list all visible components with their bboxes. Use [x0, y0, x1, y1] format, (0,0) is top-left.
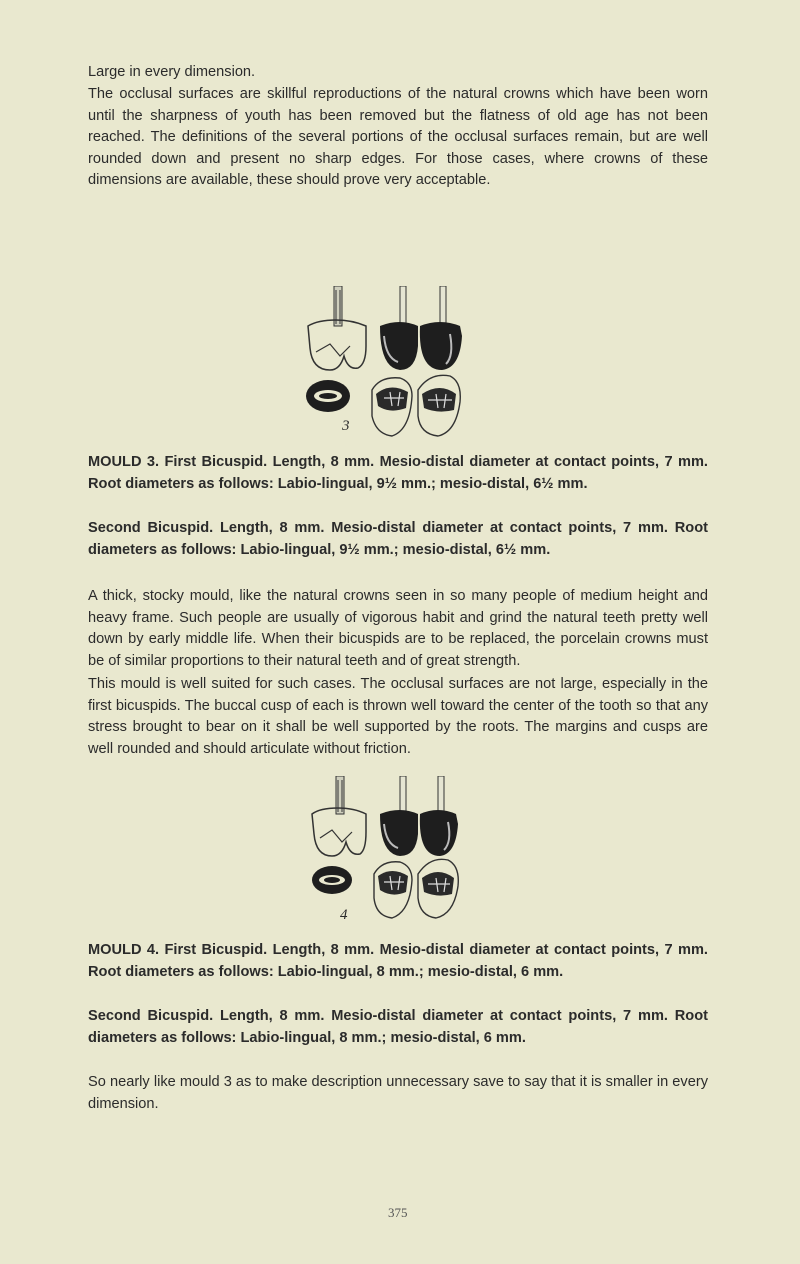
occlusal-view-icon: [374, 862, 412, 918]
tooth-outline-icon: [312, 776, 366, 856]
tooth-solid-icon: [380, 286, 418, 370]
figure-number: 3: [342, 418, 350, 434]
tooth-outline-icon: [308, 286, 366, 370]
mould-4-first-bicuspid: MOULD 4. First Bicuspid. Length, 8 mm. Mesio-distal diameter at contact points, 7 mm. Root diameters as follows: Labio-lingual, 8 mm.; mesio-distal, 6 mm.: [88, 942, 708, 980]
mould-4-illustration: [304, 776, 494, 936]
mould-3-suitability: This mould is well suited for such cases. The occlusal surfaces are not large, especially in the first bicuspids. The buccal cusp of each is thrown well toward the center of the tooth so that any stress brought to bear on it shall be well supported by the roots. The margins and cusps are well rounded and should articulate without friction.: [88, 676, 708, 757]
occlusal-view-icon: [418, 375, 460, 436]
mould-3-second-bicuspid: Second Bicuspid. Length, 8 mm. Mesio-distal diameter at contact points, 7 mm. Root diameters as follows: Labio-lingual, 9½ mm.; mesio-distal, 6½ mm.: [88, 520, 708, 558]
tooth-solid-icon: [380, 776, 418, 856]
mould-3-first-bicuspid: MOULD 3. First Bicuspid. Length, 8 mm. Mesio-distal diameter at contact points, 7 mm. Root diameters as follows: Labio-lingual, 9½ mm.; mesio-distal, 6½ mm.: [88, 454, 708, 492]
mould-4-description: So nearly like mould 3 as to make description unnecessary save to say that it is smaller in every dimension.: [88, 1074, 708, 1112]
intro-line: Large in every dimension.: [88, 64, 256, 80]
mould-4-second-bicuspid: Second Bicuspid. Length, 8 mm. Mesio-distal diameter at contact points, 7 mm. Root diameters as follows: Labio-lingual, 8 mm.; mesio-distal, 6 mm.: [88, 1008, 708, 1046]
intro-paragraph: The occlusal surfaces are skillful reproductions of the natural crowns which have been worn until the sharpness of youth has been removed but the flatness of old age has not been reached. The definitions of the several portions of the occlusal surfaces remain, but are well rounded down and present no sharp edges. For those cases, where crowns of these dimensions are available, these should prove very acceptable.: [88, 86, 708, 189]
page-number: 375: [388, 1205, 408, 1220]
occlusal-view-icon: [372, 378, 412, 436]
root-section-icon: [312, 866, 352, 894]
figure-number: 4: [340, 907, 348, 923]
mould-3-description: A thick, stocky mould, like the natural crowns seen in so many people of medium height and heavy frame. Such people are usually of vigorous habit and grind the natural teeth pretty well down by early middle life. When their bicuspids are to be replaced, the porcelain crowns must be of similar proportions to their natural teeth and of great strength.: [88, 588, 708, 669]
root-section-icon: [306, 380, 350, 412]
tooth-solid-icon: [420, 776, 458, 856]
occlusal-view-icon: [418, 859, 458, 918]
mould-3-illustration: [300, 286, 500, 454]
tooth-solid-icon: [420, 286, 462, 370]
